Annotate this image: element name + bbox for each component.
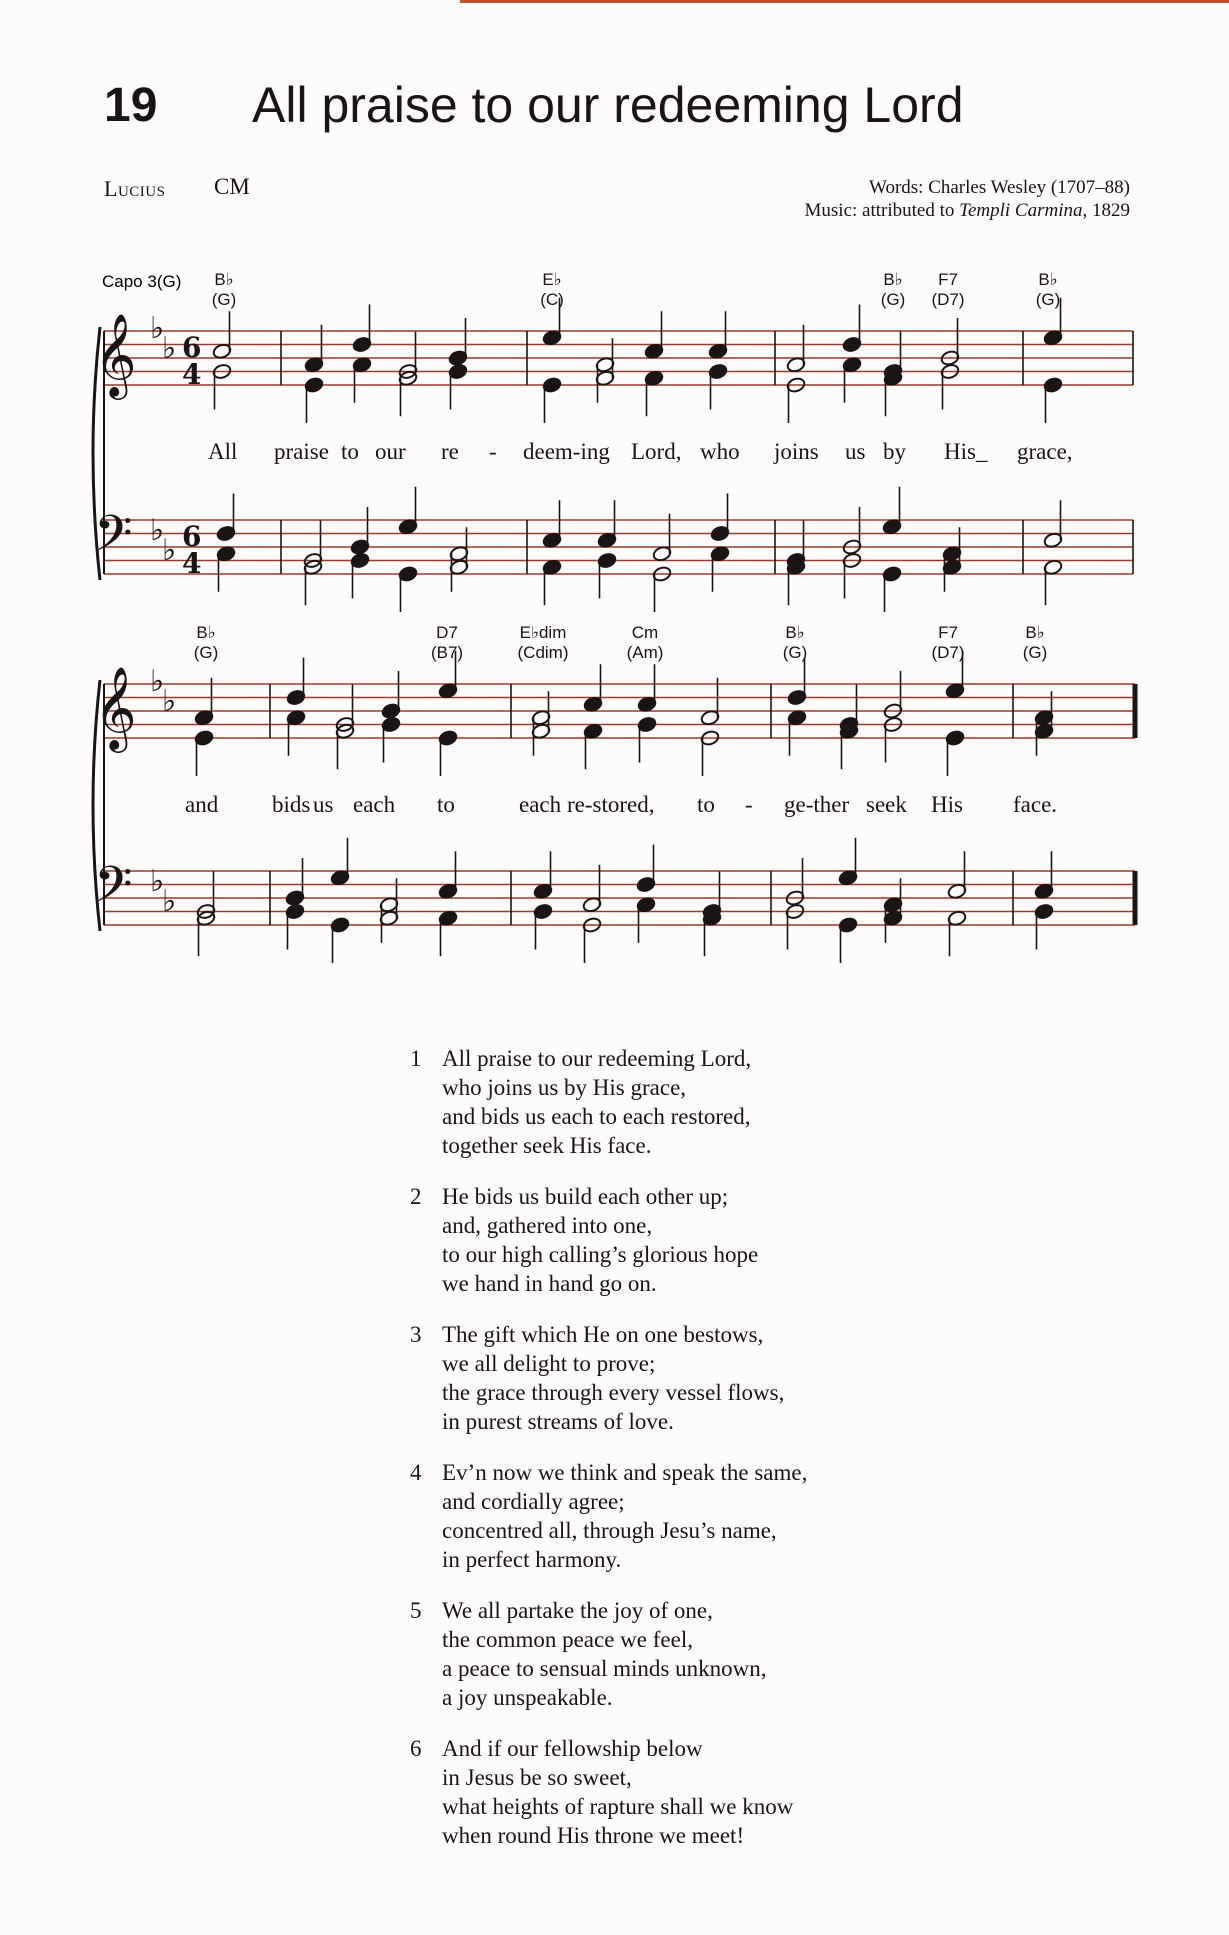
lyric-syllable: who <box>700 439 740 464</box>
verse-line: He bids us build each other up; <box>442 1184 729 1209</box>
lyric-syllable: each <box>353 792 396 817</box>
verse-line: We all partake the joy of one, <box>442 1598 713 1623</box>
verse <box>410 1182 1010 1298</box>
lyric-syllable: - <box>745 792 753 817</box>
verse-line: the common peace we feel, <box>442 1627 693 1652</box>
lyric-syllable: us <box>845 439 866 464</box>
verse-line: And if our fellowship below <box>442 1736 703 1761</box>
chord-capo: (G) <box>1022 643 1048 662</box>
verse-line: in perfect harmony. <box>442 1547 622 1572</box>
key-flat: ♭ <box>162 884 177 919</box>
lyric-syllable: face. <box>1013 792 1058 817</box>
time-signature-bottom: 4 <box>182 547 202 580</box>
verse-number: 3 <box>410 1322 422 1347</box>
lyric-syllable: All <box>208 439 238 464</box>
lyric-syllable: bids <box>272 792 311 817</box>
lyric-syllable: deem-ing <box>523 439 610 464</box>
verse-line: in purest streams of love. <box>442 1409 674 1434</box>
verse-number: 4 <box>410 1460 422 1485</box>
chord-name: Cm <box>631 623 659 642</box>
key-flat: ♭ <box>162 331 177 366</box>
lyric-syllable: our <box>375 439 406 464</box>
chord-capo: (D7) <box>931 290 965 309</box>
chord-capo: (G) <box>880 290 906 309</box>
key-flat: ♭ <box>150 864 165 899</box>
chord-capo: (G) <box>211 290 237 309</box>
chord-name: F7 <box>938 270 958 289</box>
verse-number: 5 <box>410 1598 422 1623</box>
verse-line: we all delight to prove; <box>442 1351 656 1376</box>
lyric-syllable: to <box>697 792 715 817</box>
top-rule <box>460 0 1229 3</box>
key-flat: ♭ <box>150 513 165 548</box>
chord-name: B♭ <box>1025 623 1045 642</box>
chord-name: D7 <box>436 623 458 642</box>
chord-capo: (G) <box>1035 290 1061 309</box>
verse-line: and cordially agree; <box>442 1489 625 1514</box>
music-credit-year: , 1829 <box>1082 200 1130 221</box>
music-credit-work: Templi Carmina <box>959 200 1083 221</box>
lyric-syllable: praise <box>274 439 329 464</box>
hymn-title: All praise to our redeeming Lord <box>252 77 964 133</box>
verse-line: a joy unspeakable. <box>442 1685 613 1710</box>
lyric-syllable: grace, <box>1017 439 1073 464</box>
verse-lines <box>442 1596 1010 1712</box>
bass-clef: 𝄢 <box>94 505 133 575</box>
chord-capo: (Cdim) <box>517 643 569 662</box>
verse-lines <box>442 1320 1010 1436</box>
chord-name: B♭ <box>1038 270 1058 289</box>
verse-line: a peace to sensual minds unknown, <box>442 1656 767 1681</box>
verse-line: we hand in hand go on. <box>442 1271 657 1296</box>
verse-line: Ev’n now we think and speak the same, <box>442 1460 808 1485</box>
system-1 <box>93 270 1133 612</box>
chord-name: B♭ <box>785 623 805 642</box>
treble-clef: 𝄞 <box>94 312 137 396</box>
lyric-syllable: each <box>519 792 562 817</box>
lyric-syllable: and <box>185 792 219 817</box>
lyric-syllable: ge-ther <box>784 792 850 817</box>
bass-clef: 𝄢 <box>94 856 133 926</box>
verse-line: concentred all, through Jesu’s name, <box>442 1518 777 1543</box>
key-flat: ♭ <box>162 684 177 719</box>
verse-number: 1 <box>410 1046 422 1071</box>
verse <box>410 1458 1010 1574</box>
chord-capo: (G) <box>193 643 219 662</box>
verse-line: and bids us each to each restored, <box>442 1104 751 1129</box>
verse-line: The gift which He on one bestows, <box>442 1322 764 1347</box>
verse <box>410 1044 1010 1160</box>
time-signature-top: 6 <box>182 331 202 364</box>
lyric-syllable: seek <box>866 792 907 817</box>
words-credit: Words: Charles Wesley (1707–88) <box>869 177 1130 198</box>
chord-capo: (C) <box>540 290 564 309</box>
lyric-syllable: re <box>441 439 459 464</box>
verse-line: when round His throne we meet! <box>442 1823 745 1848</box>
system-2 <box>93 623 1135 963</box>
meter: CM <box>214 174 250 199</box>
lyric-syllable: us <box>313 792 334 817</box>
verse <box>410 1320 1010 1436</box>
chord-name: B♭ <box>214 270 234 289</box>
lyric-syllable: - <box>489 439 497 464</box>
capo-label: Capo 3(G) <box>102 272 182 291</box>
chord-name: E♭dim <box>519 623 567 642</box>
verse-line: and, gathered into one, <box>442 1213 653 1238</box>
treble-clef: 𝄞 <box>94 665 137 749</box>
verse <box>410 1734 1010 1850</box>
chord-name: E♭ <box>542 270 562 289</box>
time-signature-top: 6 <box>182 520 202 553</box>
key-flat: ♭ <box>150 311 165 346</box>
chord-name: B♭ <box>196 623 216 642</box>
verse-line: together seek His face. <box>442 1133 652 1158</box>
tune-name: Lucius <box>104 176 166 201</box>
chord-name: B♭ <box>883 270 903 289</box>
verse <box>410 1596 1010 1712</box>
lyric-syllable: re-stored, <box>567 792 655 817</box>
music-credit-prefix: Music: attributed to <box>804 200 955 221</box>
verse-lines <box>442 1458 1010 1574</box>
chord-capo: (B7) <box>430 643 464 662</box>
lyric-syllable: His <box>931 792 963 817</box>
music-score <box>0 250 1229 970</box>
hymn-number: 19 <box>104 79 158 132</box>
chord-capo: (D7) <box>931 643 965 662</box>
key-flat: ♭ <box>162 533 177 568</box>
verse-line: the grace through every vessel flows, <box>442 1380 785 1405</box>
lyric-syllable: joins <box>774 439 819 464</box>
lyric-syllable: to <box>341 439 359 464</box>
verse-line: to our high calling’s glorious hope <box>442 1242 759 1267</box>
lyric-syllable: His_ <box>944 439 988 464</box>
lyric-syllable: by <box>883 439 906 464</box>
verse-line: in Jesus be so sweet, <box>442 1765 632 1790</box>
chord-name: F7 <box>938 623 958 642</box>
music-credit <box>805 199 1130 222</box>
verse-lines <box>442 1044 1010 1160</box>
verse-lines <box>442 1734 1010 1850</box>
verse-number: 2 <box>410 1184 422 1209</box>
lyric-syllable: to <box>437 792 455 817</box>
chord-capo: (Am) <box>626 643 664 662</box>
lyric-syllable: Lord, <box>631 439 682 464</box>
chord-capo: (G) <box>782 643 808 662</box>
verse-line: All praise to our redeeming Lord, <box>442 1046 752 1071</box>
verse-lines <box>442 1182 1010 1298</box>
verses <box>410 1044 1010 1872</box>
verse-number: 6 <box>410 1736 422 1761</box>
credits <box>805 176 1130 222</box>
time-signature-bottom: 4 <box>182 358 202 391</box>
verse-line: who joins us by His grace, <box>442 1075 687 1100</box>
key-flat: ♭ <box>150 664 165 699</box>
verse-line: what heights of rapture shall we know <box>442 1794 794 1819</box>
